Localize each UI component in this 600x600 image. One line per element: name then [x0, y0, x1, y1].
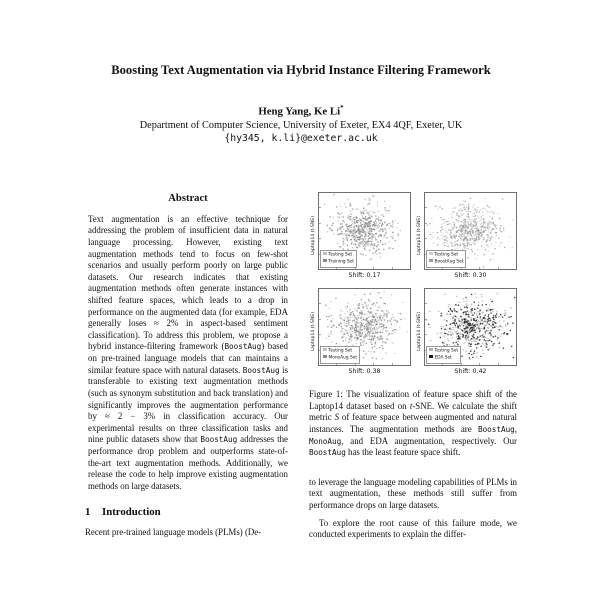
email-line: {hy345, k.li}@exeter.ac.uk — [224, 132, 378, 144]
scatter-plot — [424, 288, 517, 366]
plot-legend — [320, 346, 360, 364]
left-column — [85, 192, 291, 541]
figure1-subplot-2 — [415, 192, 517, 280]
introduction-first-paragraph: Recent pre-trained language models (PLMs) (De- — [85, 527, 262, 538]
legend-swatch-icon — [323, 259, 327, 263]
plot-column — [318, 288, 411, 376]
legend-entry: Testing Set — [429, 348, 458, 355]
legend-entry: Testing Set — [323, 348, 357, 355]
legend-swatch-icon — [429, 259, 433, 263]
plot-column — [318, 192, 411, 280]
legend-swatch-icon — [429, 348, 433, 352]
y-axis-label: Laptop14 (t-SNE) — [310, 312, 316, 352]
author-footnote-mark: * — [340, 104, 344, 113]
plot-legend — [426, 250, 466, 268]
legend-entry: Testing Set — [323, 252, 354, 259]
shift-metric-label: Shift: 0.38 — [348, 368, 381, 376]
y-axis-label-strip — [415, 288, 424, 376]
legend-swatch-icon — [429, 252, 433, 256]
abstract-heading: Abstract — [168, 192, 208, 204]
y-axis-label-strip — [309, 288, 318, 376]
y-axis-label: Laptop14 (t-SNE) — [310, 216, 316, 256]
shift-metric-label: Shift: 0.42 — [454, 368, 487, 376]
scatter-plot — [318, 288, 411, 366]
y-axis-label-strip — [309, 192, 318, 280]
shift-metric-label: Shift: 0.17 — [348, 271, 381, 279]
plot-legend — [426, 346, 461, 364]
section-number: 1 — [85, 506, 91, 519]
y-axis-label: Laptop14 (t-SNE) — [416, 312, 422, 352]
legend-swatch-icon — [429, 355, 433, 359]
legend-entry: Testing Set — [429, 252, 463, 259]
legend-entry: EDA Set — [429, 355, 458, 362]
shift-metric-label: Shift: 0.30 — [454, 271, 487, 279]
abstract-text: Text augmentation is an effective technique for addressing the problem of insufficient data in natural language processing. However, existing text augmentation methods tend to focus on few-shot scenarios and usually perform poorly on large public datasets. Our research indicates that existing augmentation methods often generate instances with shifted feature spaces, which leads to a drop in performance on the augmented data (for example, EDA generally loses ≈ 2% in aspect-based sentiment classification). To address this problem, we propose a hybrid instance-filtering framework (BoostAug) based on pre-trained language models that can maintains a similar feature space with natural datasets. BoostAug is transferable to existing text augmentation methods (such as synonym substitution and back translation) and significantly improves the augmentation performance by ≈ 2 − 3% in classification accuracy. Our experimental results on three classification tasks and nine public datasets show that BoostAug addresses the performance drop problem and outperforms state-of-the-art text augmentation methods. Additionally, we release the code to help improve existing augmentation methods on large datasets. — [88, 213, 288, 491]
scatter-plot — [424, 192, 517, 270]
legend-entry: MonoAug Set — [323, 355, 357, 362]
legend-swatch-icon — [323, 348, 327, 352]
figure1-grid — [309, 192, 517, 376]
section-heading-introduction — [85, 505, 291, 519]
plot-column — [424, 288, 517, 376]
plot-legend — [320, 250, 357, 268]
section-title: Introduction — [102, 506, 161, 519]
y-axis-label: Laptop14 (t-SNE) — [416, 216, 422, 256]
author-names: Heng Yang, Ke Li — [258, 105, 341, 118]
legend-entry: Training Set — [323, 259, 354, 266]
paper-title: Boosting Text Augmentation via Hybrid Instance Filtering Framework — [111, 63, 491, 77]
plot-column — [424, 192, 517, 280]
legend-swatch-icon — [323, 252, 327, 256]
affiliation-line: Department of Computer Science, University of Exeter, EX4 4QF, Exeter, UK — [139, 119, 463, 131]
authors-line — [85, 104, 517, 118]
y-axis-label-strip — [415, 192, 424, 280]
figure1-subplot-3 — [309, 288, 411, 376]
scatter-plot — [318, 192, 411, 270]
right-column — [309, 192, 517, 541]
legend-swatch-icon — [323, 355, 327, 359]
body-paragraph-1: to leverage the language modeling capabilities of PLMs in text augmentation, these methods still suffer from performance drops on large datasets. — [309, 476, 517, 511]
figure1-subplot-1 — [309, 192, 411, 280]
two-column-body — [85, 192, 517, 541]
figure1-subplot-4 — [415, 288, 517, 376]
figure1-caption: Figure 1: The visualization of feature space shift of the Laptop14 dataset based on t-SNE. We calculate the shift metric S of feature space between augmented and natural instances. The augmentation methods are BoostAug, MonoAug, and EDA augmentation, respectively. Our BoostAug has the least feature space shift. — [309, 389, 517, 458]
legend-entry: BoostAug Set — [429, 259, 463, 266]
body-paragraph-2: To explore the root cause of this failure mode, we conducted experiments to explain the differ- — [309, 517, 517, 540]
